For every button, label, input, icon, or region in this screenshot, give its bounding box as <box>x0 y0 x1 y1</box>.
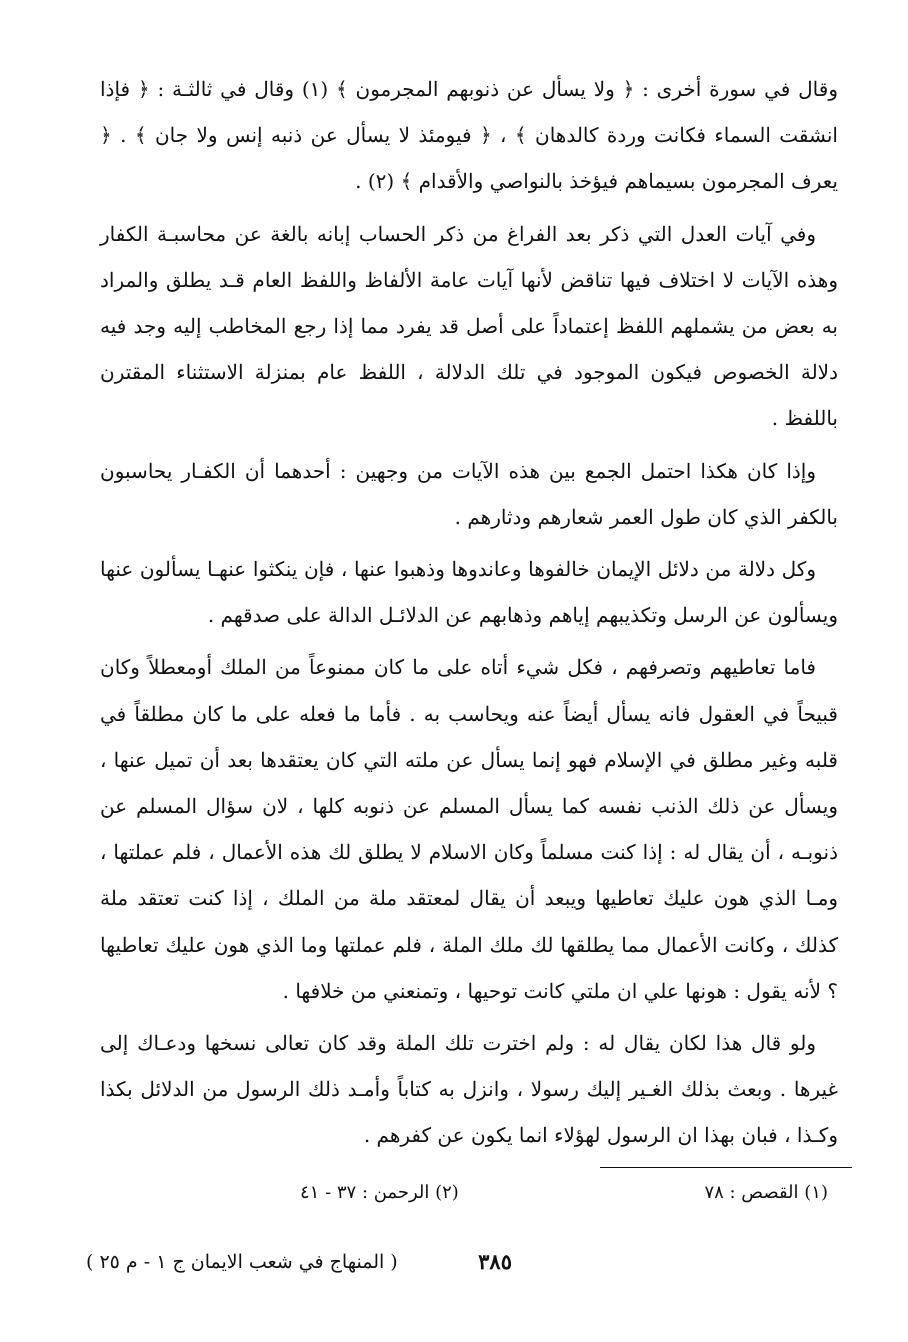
footnote-1: (١) القصص : ٧٨ <box>704 1182 828 1203</box>
paragraph-5: فاما تعاطيهم وتصرفهم ، فكل شيء أتاه على ما كان ممنوعاً من الملك أومعطلاً وكان قبيحاً في العقول فانه يسأل أيضاً عنه ويحاسب به . فأما ما فعله على ما كان مطلقاً في قلبه وغير مطلق في الإسلام فهو إنما يسأل عن ملته التي كان يعتقدها بعد أن تميل عنها ، ويسأل عن ذلك الذنب نفسه كما يسأل المسلم عن ذنوبه كلها ، لان سؤال المسلم عن ذنوبـه ، أن يقال له : إذا كنت مسلماً وكان الاسلام لا يطلق لك هذه الأعمال ، فلم عملتها ، ومـا الذي هون عليك تعاطيها ويبعد أن يقال لمعتقد ملة من الملك ، إذا كنت تعتقد ملة كذلك ، وكانت الأعمال مما يطلقها لك ملك الملة ، فلم عملتها وما الذي هون عليك تعاطيها ؟ لأنه يقول : هونها علي ان ملتي كانت توحيها ، وتمنعني من خلافها . <box>100 655 838 1003</box>
footnote-2: (٢) الرحمن : ٣٧ - ٤١ <box>300 1182 459 1203</box>
paragraph-4: وكل دلالة من دلائل الإيمان خالفوها وعاندوها وذهبوا عنها ، فإن ينكثوا عنهـا يسألون عنها ويسألون عن الرسل وتكذيبهم إياهم وذهابهم عن الدلائـل الدالة على صدقهم . <box>100 557 838 628</box>
paragraph-6: ولو قال هذا لكان يقال له : ولم اخترت تلك الملة وقد كان تعالى نسخها ودعـاك إلى غيرها . وبعث بذلك الغـير إليك رسولا ، وانزل به كتاباً وأمـد ذلك الرسول من الدلائل بكذا وكـذا ، فبان بهذا ان الرسول لهؤلاء انما يكون عن كفرهم . <box>100 1031 838 1148</box>
paragraph-3: وإذا كان هكذا احتمل الجمع بين هذه الآيات من وجهين : أحدهما أن الكفـار يحاسبون بالكفر الذي كان طول العمر شعارهم ودثارهم . <box>100 458 838 529</box>
paragraph-2: وفي آيات العدل التي ذكر بعد الفراغ من ذكر الحساب إبانه بالغة عن محاسبـة الكفار وهذه الآيات لا اختلاف فيها تناقض لأنها آيات عامة الألفاظ واللفظ العام قـد يطلق والمراد به بعض من يشملهم اللفظ إعتماداً على أصل قد يفرد مما إذا رجع المخاطب إليه وجد فيه دلالة الخصوص فيكون الموجود في تلك الدلالة ، اللفظ عام بمنزلة الاستثناء المقترن باللفظ . <box>100 221 838 431</box>
book-reference: ( المنهاج في شعب الايمان ج ١ - م ٢٥ ) <box>86 1251 398 1273</box>
page-number: ٣٨٥ <box>478 1249 512 1274</box>
footnotes <box>300 1178 828 1208</box>
paragraph-1: وقال في سورة أخرى : ﴿ ولا يسأل عن ذنوبهم المجرمون ﴾ (١) وقال في ثالثـة : ﴿ فإذا انشقت السماء فكانت وردة كالدهان ﴾ ، ﴿ فيومئذ لا يسأل عن ذنبه إنس ولا جان ﴾ . ﴿ يعرف المجرمون بسيماهم فيؤخذ بالنواصي والأقدام ﴾ (٢) . <box>100 77 838 194</box>
footnote-divider <box>600 1167 852 1168</box>
main-text <box>100 66 838 1165</box>
